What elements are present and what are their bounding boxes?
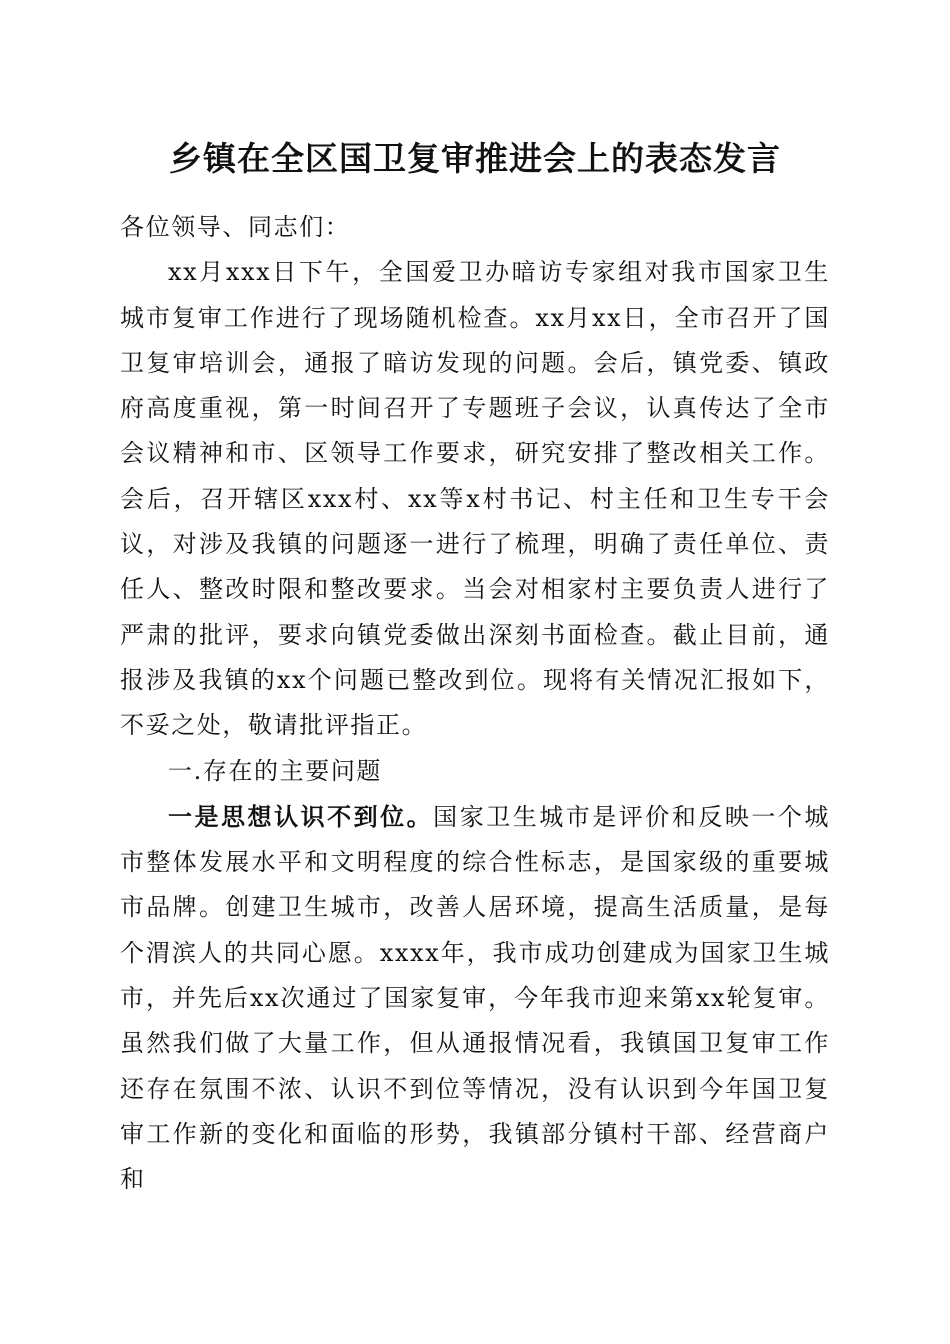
intro-paragraph: xx月xxx日下午，全国爱卫办暗访专家组对我市国家卫生城市复审工作进行了现场随机检查。xx月xx日，全市召开了国卫复审培训会，通报了暗访发现的问题。会后，镇党委、镇政府高度重视，第一时间召开了专题班子会议，认真传达了全市会议精神和市、区领导工作要求，研究安排了整改相关工作。会后，召开辖区xxx村、xx等x村书记、村主任和卫生专干会议，对涉及我镇的问题逐一进行了梳理，明确了责任单位、责任人、整改时限和整改要求。当会对相家村主要负责人进行了严肃的批评，要求向镇党委做出深刻书面检查。截止目前，通报涉及我镇的xx个问题已整改到位。现将有关情况汇报如下，不妥之处，敬请批评指正。 <box>120 258 830 740</box>
point-one-lead: 一是思想认识不到位。 <box>168 801 434 831</box>
salutation: 各位领导、同志们： <box>120 213 351 241</box>
section-heading: 一.存在的主要问题 <box>168 756 383 785</box>
point-one-text: 国家卫生城市是评价和反映一个城市整体发展水平和文明程度的综合性标志，是国家级的重要城市品牌。创建卫生城市，改善人居环境，提高生活质量，是每个渭滨人的共同心愿。xxxx年，我市成功创建成为国家卫生城市，并先后xx次通过了国家复审，今年我市迎来第xx轮复审。虽然我们做了大量工作，但从通报情况看，我镇国卫复审工作还存在氛围不浓、认识不到位等情况，没有认识到今年国卫复审工作新的变化和面临的形势，我镇部分镇村干部、经营商户和 <box>120 802 831 1194</box>
point-one-paragraph <box>120 794 830 1203</box>
document-body <box>120 205 830 1203</box>
document-title: 乡镇在全区国卫复审推进会上的表态发言 <box>169 139 781 178</box>
